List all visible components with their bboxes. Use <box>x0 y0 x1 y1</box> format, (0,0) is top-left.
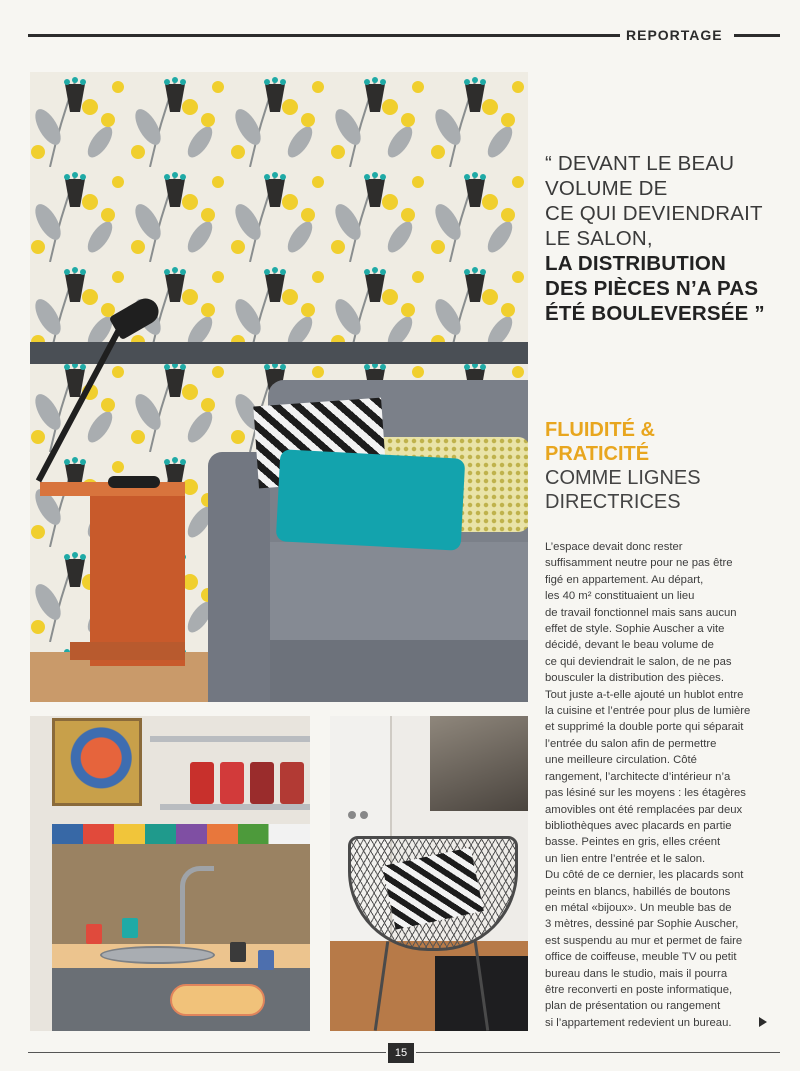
body-line: peints en blancs, habillés de boutons <box>545 885 731 898</box>
red-cup <box>86 924 102 944</box>
body-line: Du côté de ce dernier, les placards sont <box>545 869 744 882</box>
body-line: et supprimé la double porte qui séparait <box>545 721 744 734</box>
quote-line: LE SALON, <box>545 227 653 250</box>
red-jar <box>220 762 244 804</box>
section-label: REPORTAGE <box>626 27 723 43</box>
subheading-accent: PRATICITÉ <box>545 443 650 465</box>
body-line: bureau dans le studio, mais il pourra <box>545 967 728 980</box>
teal-cup <box>122 918 138 938</box>
footer-rule-left <box>28 1052 386 1053</box>
header-rule-left <box>28 34 620 37</box>
kitchen-sink <box>100 946 215 964</box>
body-line: bibliothèques avec placards en partie <box>545 819 732 832</box>
continue-arrow-icon <box>759 1017 767 1027</box>
body-line: si l’appartement redevient un bureau. <box>545 1016 732 1029</box>
body-line: les 40 m² constituaient un lieu <box>545 590 695 603</box>
sofa-arm <box>208 452 270 702</box>
teal-cushion <box>276 449 466 551</box>
dark-jar <box>250 762 274 804</box>
body-line: 3 mètres, dessiné par Sophie Auscher, <box>545 918 739 931</box>
colored-tile-strip <box>52 824 310 844</box>
body-line: une meilleure circulation. Côté <box>545 754 697 767</box>
subheading-accent: FLUIDITÉ & <box>545 419 655 441</box>
quote-line-bold: ÉTÉ BOULEVERSÉE ” <box>545 302 765 325</box>
body-line: l’entrée du salon afin de permettre <box>545 737 717 750</box>
mug <box>230 942 246 962</box>
desk-lamp-base <box>108 476 160 488</box>
body-line: de travail fonctionnel mais sans aucun <box>545 606 737 619</box>
subheading-text: DIRECTRICES <box>545 491 681 513</box>
subheading-text: COMME LIGNES <box>545 467 701 489</box>
quote-line: VOLUME DE <box>545 177 668 200</box>
kitchen-painting <box>52 718 142 806</box>
side-table <box>90 496 185 666</box>
red-jar <box>190 762 214 804</box>
body-line: amovibles ont été remplacées par deux <box>545 803 743 816</box>
body-line: Tout juste a-t-elle ajouté un hublot entre <box>545 688 744 701</box>
door-knob <box>360 811 368 819</box>
sofa-front <box>268 640 528 702</box>
quote-line-bold: LA DISTRIBUTION <box>545 252 727 275</box>
sofa-seat <box>268 542 528 642</box>
door-knob <box>348 811 356 819</box>
body-line: L’espace devait donc rester <box>545 541 683 553</box>
side-table-base <box>70 642 185 660</box>
body-line: décidé, devant le beau volume de <box>545 639 714 652</box>
body-line: en métal «bijoux». Un meuble bas de <box>545 901 732 914</box>
body-line: figé en appartement. Au départ, <box>545 573 704 586</box>
body-line: rangement, l’architecte d’intérieur n’a <box>545 770 731 783</box>
quote-line: “ DEVANT LE BEAU <box>545 152 735 175</box>
cutting-board <box>170 984 265 1016</box>
header-rule-right <box>734 34 780 37</box>
article-body <box>545 539 783 1031</box>
kitchen-shelf-lower <box>160 804 310 810</box>
body-line: être reconverti en poste informatique, <box>545 983 733 996</box>
chair-corner-photo <box>330 716 528 1031</box>
body-line: plan de présentation ou rangement <box>545 1000 721 1013</box>
body-line: la cuisine et l’entrée pour plus de lumière <box>545 705 751 718</box>
mug <box>258 950 274 970</box>
quote-line-bold: DES PIÈCES N’A PAS <box>545 277 759 300</box>
page-number: 15 <box>388 1043 414 1063</box>
footer-rule-right <box>416 1052 780 1053</box>
body-line: office de coiffeuse, meuble TV ou petit <box>545 951 737 964</box>
body-line: est suspendu au mur et permet de faire <box>545 934 743 947</box>
kitchen-shelf-upper <box>150 736 310 742</box>
kitchen-photo <box>30 716 310 1031</box>
body-line: un lien entre l’entrée et le salon. <box>545 852 706 865</box>
pull-quote <box>545 151 785 326</box>
kitchen-tap <box>180 866 214 952</box>
body-line: basse. Peintes en gris, elles créent <box>545 836 721 849</box>
quote-line: CE QUI DEVIENDRAIT <box>545 202 763 225</box>
body-line: bousculer la distribution des pièces. <box>545 672 724 685</box>
subheading <box>545 418 785 514</box>
wall-painting <box>430 716 528 811</box>
body-line: effet de style. Sophie Auscher a vite <box>545 623 725 636</box>
body-line: ce qui deviendrait le salon, de ne pas <box>545 655 732 668</box>
red-jar <box>280 762 304 804</box>
living-room-photo <box>30 72 528 702</box>
body-line: pas lésiné sur les moyens : les étagères <box>545 787 746 800</box>
body-line: suffisamment neutre pour ne pas être <box>545 557 733 570</box>
